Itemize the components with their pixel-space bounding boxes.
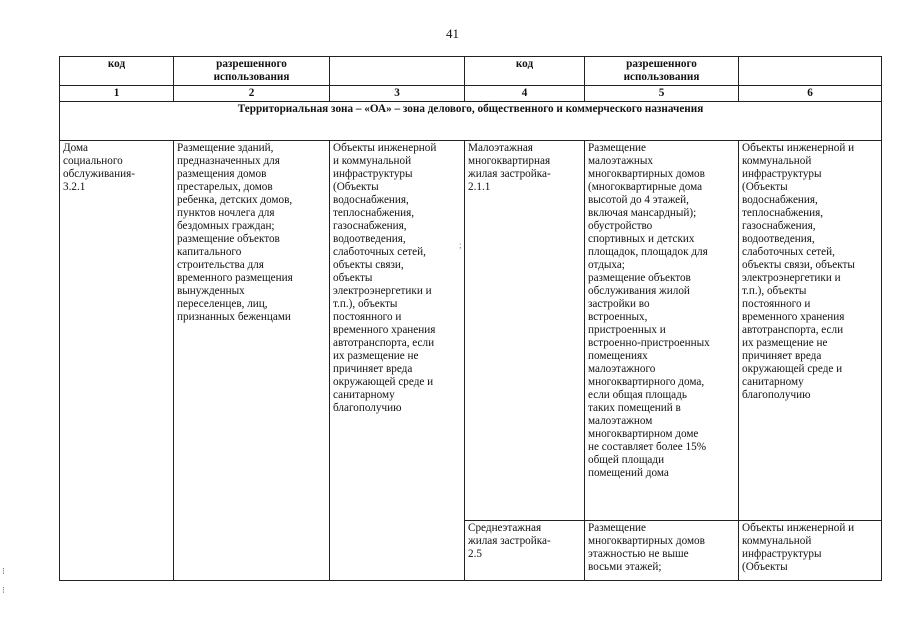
column-number: 2	[174, 86, 330, 102]
scan-edge-mark: ⁝	[2, 585, 5, 595]
column-number: 1	[60, 86, 174, 102]
header-cell: код	[60, 57, 174, 86]
zone-title-row	[60, 102, 882, 141]
header-cell: разрешенного использования	[174, 57, 330, 86]
use-code-cell: Среднеэтажная жилая застройка- 2.5	[465, 521, 585, 581]
header-row	[60, 57, 882, 86]
auxiliary-objects-cell: Объекты инженерной и коммунальной инфраструктуры (Объекты водоснабжения, теплоснабжения, газоснабжения, водоотведения, слаботочных сетей, объекты связи, объекты электроэнергетики и т.п.), объекты постоянного и временного хранения автотранспорта, если их размещение не причиняет вреда окружающей среде и санитарному благополучию	[739, 141, 882, 521]
header-cell: разрешенного использования	[585, 57, 739, 86]
column-number: 3	[330, 86, 465, 102]
header-cell: код	[465, 57, 585, 86]
column-number: 4	[465, 86, 585, 102]
column-number: 5	[585, 86, 739, 102]
auxiliary-objects-cell: Объекты инженерной и коммунальной инфраструктуры (Объекты водоснабжения, теплоснабжения, газоснабжения, водоотведения, слаботочных сетей, объекты связи, объекты электроэнергетики и т.п.), объекты постоянного и временного хранения автотранспорта, если их размещение не причиняет вреда окружающей среде и санитарному благополучию	[330, 141, 465, 581]
scan-edge-mark: ⁝	[2, 566, 5, 576]
header-cell	[739, 57, 882, 86]
use-description-cell: Размещение малоэтажных многоквартирных домов (многоквартирные дома высотой до 4 этажей, включая мансардный); обустройство спортивных и детских площадок, площадок для отдыха; размещение объектов обслуживания жилой застройки во встроенных, пристроенных и встроенно-пристроенных помещениях малоэтажного многоквартирного дома, если общая площадь таких помещений в малоэтажном многоквартирном доме не составляет более 15% общей площади помещений дома	[585, 141, 739, 521]
use-description-cell: Размещение зданий, предназначенных для размещения домов престарелых, домов ребенка, детских домов, пунктов ночлега для бездомных граждан; размещение объектов капитального строительства для временного размещения вынужденных переселенцев, лиц, признанных беженцами	[174, 141, 330, 581]
auxiliary-objects-cell: Объекты инженерной и коммунальной инфраструктуры (Объекты	[739, 521, 882, 581]
scan-speck: ;	[459, 240, 462, 250]
column-number: 6	[739, 86, 882, 102]
zoning-table	[59, 56, 882, 581]
page-number: 41	[446, 26, 459, 41]
use-description-cell: Размещение многоквартирных домов этажностью не выше восьми этажей;	[585, 521, 739, 581]
use-code-cell: Малоэтажная многоквартирная жилая застройка- 2.1.1	[465, 141, 585, 521]
column-number-row	[60, 86, 882, 102]
use-code-cell: Дома социального обслуживания- 3.2.1	[60, 141, 174, 581]
table-row	[60, 141, 882, 521]
zone-title: Территориальная зона – «ОА» – зона делового, общественного и коммерческого назначения	[60, 102, 882, 141]
header-cell	[330, 57, 465, 86]
